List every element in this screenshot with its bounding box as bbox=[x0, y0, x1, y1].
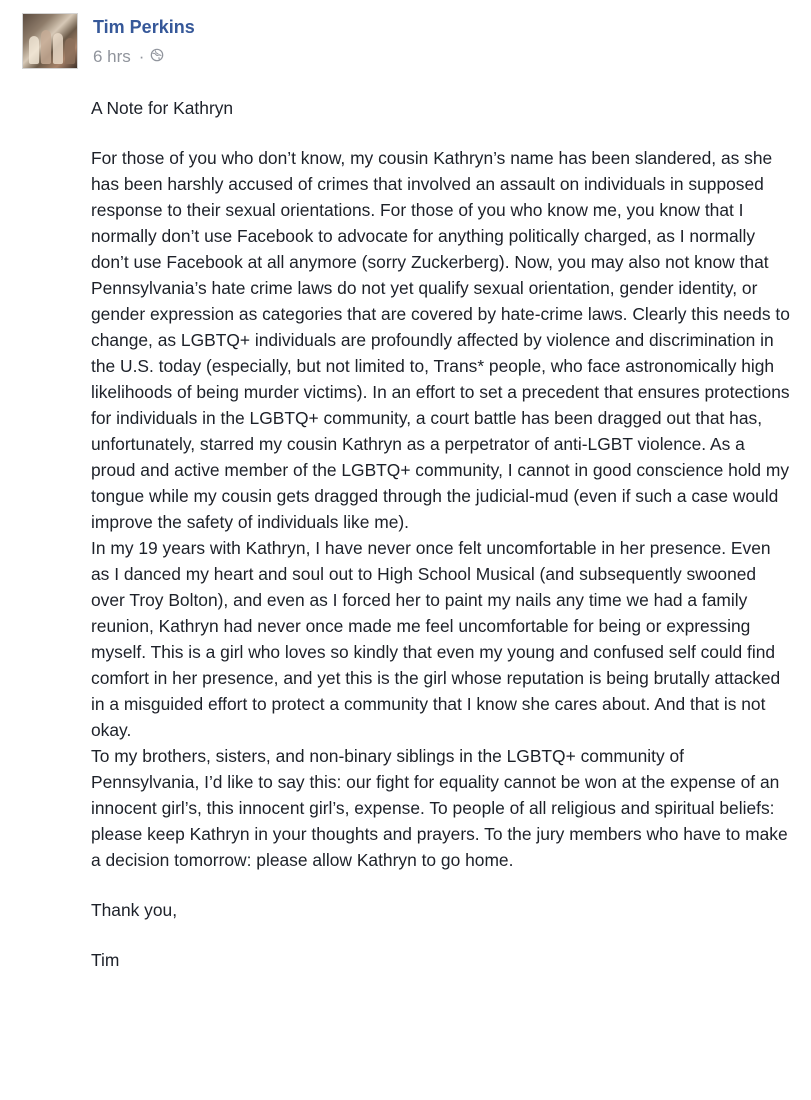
avatar[interactable] bbox=[22, 13, 78, 69]
closing-text: Thank you, bbox=[91, 900, 178, 920]
timestamp-link[interactable]: 6 hrs bbox=[93, 47, 131, 66]
author-name-link[interactable]: Tim Perkins bbox=[93, 17, 195, 37]
avatar-photo-figure bbox=[65, 38, 75, 64]
meta-separator: · bbox=[138, 47, 145, 66]
post-paragraph: To my brothers, sisters, and non-binary siblings in the LGBTQ+ community of Pennsylvania, I’d like to say this: our fight for equality cannot be won at the expense of an innocent girl’s, this innocent girl’s, expense. To people of all religious and spiritual beliefs: please keep Kathryn in your thoughts and prayers. To the jury members who have to make a decision tomorrow: please allow Kathryn to go home. bbox=[91, 746, 788, 870]
post-paragraph: In my 19 years with Kathryn, I have never once felt uncomfortable in her presence. Even as I danced my heart and soul out to High School Musical (and subsequently swooned over Troy Bolton), and even as I forced her to paint my nails any time we had a family reunion, Kathryn had never once made me feel uncomfortable for being or expressing myself. This is a girl who loves so kindly that even my young and confused self could find comfort in her presence, and yet this is the girl whose reputation is being brutally attacked in a misguided effort to protect a community that I know she cares about. And that is not okay. bbox=[91, 538, 781, 740]
note-title: A Note for Kathryn bbox=[91, 98, 234, 118]
avatar-photo-figure bbox=[29, 36, 39, 64]
post-body bbox=[91, 95, 791, 973]
post-meta bbox=[93, 46, 164, 68]
globe-icon[interactable] bbox=[150, 47, 164, 67]
post-paragraph: For those of you who don’t know, my cousin Kathryn’s name has been slandered, as she has been harshly accused of crimes that involved an assault on individuals in supposed response to their sexual orientations. For those of you who know me, you know that I normally don’t use Facebook to advocate for anything politically charged, as I normally don’t use Facebook at all anymore (sorry Zuckerberg). Now, you may also not know that Pennsylvania’s hate crime laws do not yet qualify sexual orientation, gender identity, or gender expression as categories that are covered by hate-crime laws. Clearly this needs to change, as LGBTQ+ individuals are profoundly affected by violence and discrimination in the U.S. today (especially, but not limited to, Trans* people, who face astronomically high likelihoods of being murder victims). In an effort to set a precedent that ensures protections for individuals in the LGBTQ+ community, a court battle has been dragged out that has, unfortunately, starred my cousin Kathryn as a perpetrator of anti-LGBT violence. As a proud and active member of the LGBTQ+ community, I cannot in good conscience hold my tongue while my cousin gets dragged through the judicial-mud (even if such a case would improve the safety of individuals like me). bbox=[91, 148, 790, 532]
avatar-photo-figure bbox=[53, 33, 63, 64]
avatar-photo-figure bbox=[41, 30, 51, 64]
signature-text: Tim bbox=[91, 950, 120, 970]
